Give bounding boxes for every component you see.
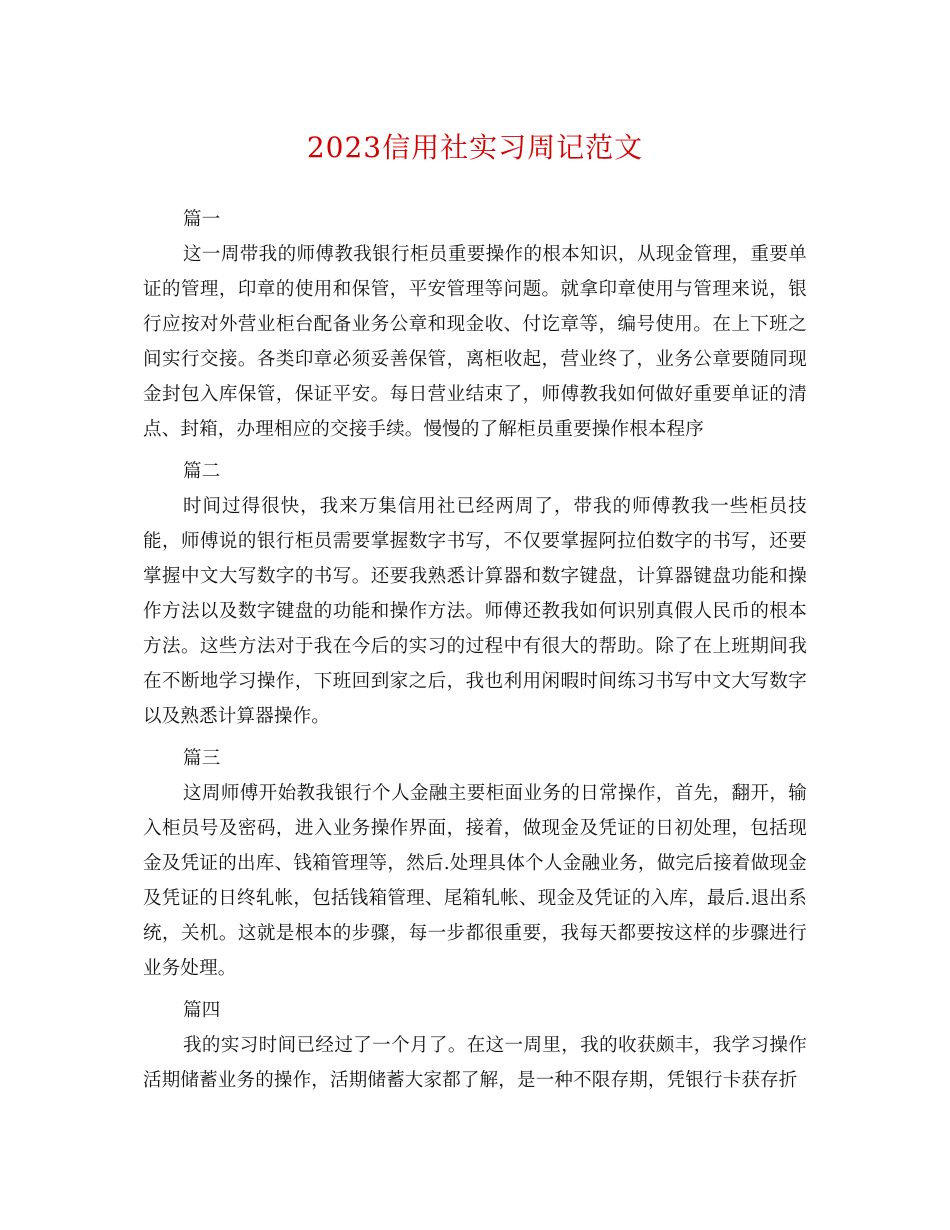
section-heading-2: 篇二 [183, 461, 221, 482]
section-heading-1: 篇一 [183, 209, 221, 230]
section-heading-4: 篇四 [183, 1000, 221, 1021]
section-paragraph-2: 时间过得很快，我来万集信用社已经两周了，带我的师傅教我一些柜员技能，师傅说的银行柜员需要掌握数字书写，不仅要掌握阿拉伯数字的书写，还要掌握中文大写数字的书写。还要我熟悉计算器和数字键盘，计算器键盘功能和操作方法以及数字键盘的功能和操作方法。师傅还教我如何识别真假人民币的根本方法。这些方法对于我在今后的实习的过程中有很大的帮助。除了在上班期间我在不断地学习操作，下班回到家之后，我也利用闲暇时间练习书写中文大写数字以及熟悉计算器操作。 [143, 496, 807, 727]
section-heading-3: 篇三 [183, 748, 221, 769]
document-title: 2023信用社实习周记范文 [306, 131, 644, 164]
section-paragraph-4: 我的实习时间已经过了一个月了。在这一周里，我的收获颇丰，我学习操作活期储蓄业务的操作，活期储蓄大家都了解，是一种不限存期，凭银行卡获存折 [143, 1035, 807, 1091]
document-body [143, 202, 807, 1105]
section-paragraph-1: 这一周带我的师傅教我银行柜员重要操作的根本知识，从现金管理，重要单证的管理，印章的使用和保管，平安管理等问题。就拿印章使用与管理来说，银行应按对外营业柜台配备业务公章和现金收、付讫章等，编号使用。在上下班之间实行交接。各类印章必须妥善保管，离柜收起，营业终了，业务公章要随同现金封包入库保管，保证平安。每日营业结束了，师傅教我如何做好重要单证的清点、封箱，办理相应的交接手续。慢慢的了解柜员重要操作根本程序 [143, 244, 807, 440]
section-paragraph-3: 这周师傅开始教我银行个人金融主要柜面业务的日常操作，首先，翻开，输入柜员号及密码，进入业务操作界面，接着，做现金及凭证的日初处理，包括现金及凭证的出库、钱箱管理等，然后.处理具体个人金融业务，做完后接着做现金及凭证的日终轧帐，包括钱箱管理、尾箱轧帐、现金及凭证的入库，最后.退出系统，关机。这就是根本的步骤，每一步都很重要，我每天都要按这样的步骤进行业务处理。 [143, 783, 807, 979]
